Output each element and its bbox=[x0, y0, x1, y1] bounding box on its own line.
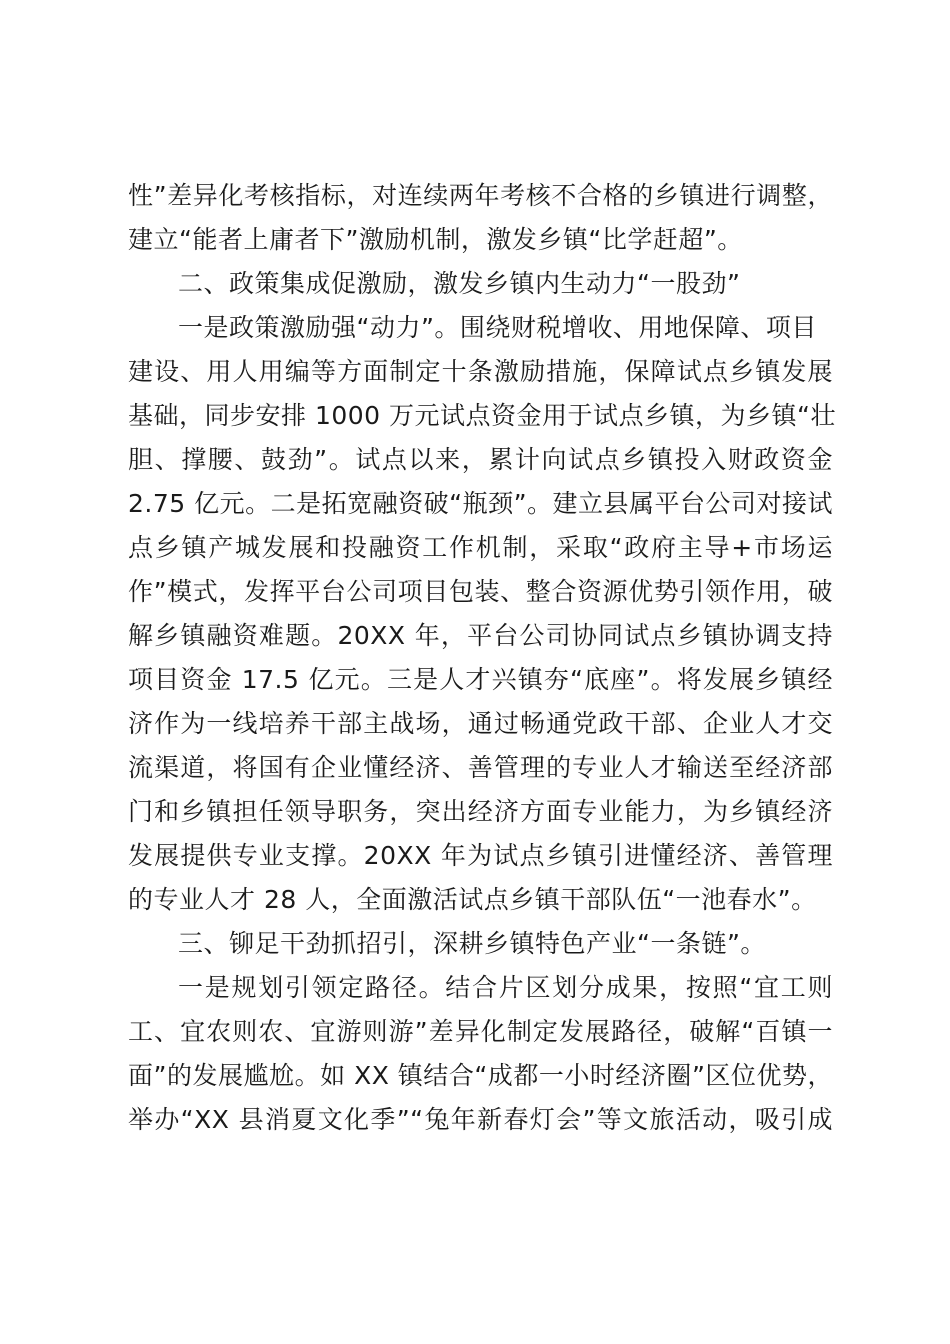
text-line: 流渠道，将国有企业懂经济、善管理的专业人才输送至经济部 bbox=[128, 753, 833, 782]
section-heading: 二、政策集成促激励，激发乡镇内生动力“一股劲” bbox=[178, 269, 741, 298]
text-line: 的专业人才 28 人，全面激活试点乡镇干部队伍“一池春水”。 bbox=[128, 885, 817, 914]
section-heading: 三、铆足干劲抓招引，深耕乡镇特色产业“一条链”。 bbox=[178, 929, 766, 958]
text-line: 面”的发展尴尬。如 XX 镇结合“成都一小时经济圈”区位优势， bbox=[128, 1061, 833, 1090]
text-line: 一是政策激励强“动力”。围绕财税增收、用地保障、项目 bbox=[178, 313, 817, 342]
text-line: 工、宜农则农、宜游则游”差异化制定发展路径，破解“百镇一 bbox=[128, 1017, 833, 1046]
text-line: 发展提供专业支撑。20XX 年为试点乡镇引进懂经济、善管理 bbox=[128, 841, 833, 870]
text-line: 2.75 亿元。二是拓宽融资破“瓶颈”。建立县属平台公司对接试 bbox=[128, 489, 834, 518]
text-line: 胆、撑腰、鼓劲”。试点以来，累计向试点乡镇投入财政资金 bbox=[128, 445, 833, 474]
text-line: 基础，同步安排 1000 万元试点资金用于试点乡镇，为乡镇“壮 bbox=[128, 401, 836, 430]
text-line: 解乡镇融资难题。20XX 年，平台公司协同试点乡镇协调支持 bbox=[128, 621, 833, 650]
text-line: 作”模式，发挥平台公司项目包装、整合资源优势引领作用，破 bbox=[128, 577, 833, 606]
text-line: 济作为一线培养干部主战场，通过畅通党政干部、企业人才交 bbox=[128, 709, 833, 738]
text-line: 一是规划引领定路径。结合片区划分成果，按照“宜工则 bbox=[178, 973, 833, 1002]
text-line: 建立“能者上庸者下”激励机制，激发乡镇“比学赶超”。 bbox=[128, 225, 743, 254]
text-line: 项目资金 17.5 亿元。三是人才兴镇夯“底座”。将发展乡镇经 bbox=[128, 665, 833, 694]
text-line: 点乡镇产城发展和投融资工作机制，采取“政府主导+市场运 bbox=[128, 533, 833, 562]
text-line: 举办“XX 县消夏文化季”“兔年新春灯会”等文旅活动，吸引成 bbox=[128, 1105, 833, 1134]
text-line: 性”差异化考核指标，对连续两年考核不合格的乡镇进行调整， bbox=[128, 181, 833, 210]
text-line: 门和乡镇担任领导职务，突出经济方面专业能力，为乡镇经济 bbox=[128, 797, 833, 826]
text-line: 建设、用人用编等方面制定十条激励措施，保障试点乡镇发展 bbox=[128, 357, 833, 386]
